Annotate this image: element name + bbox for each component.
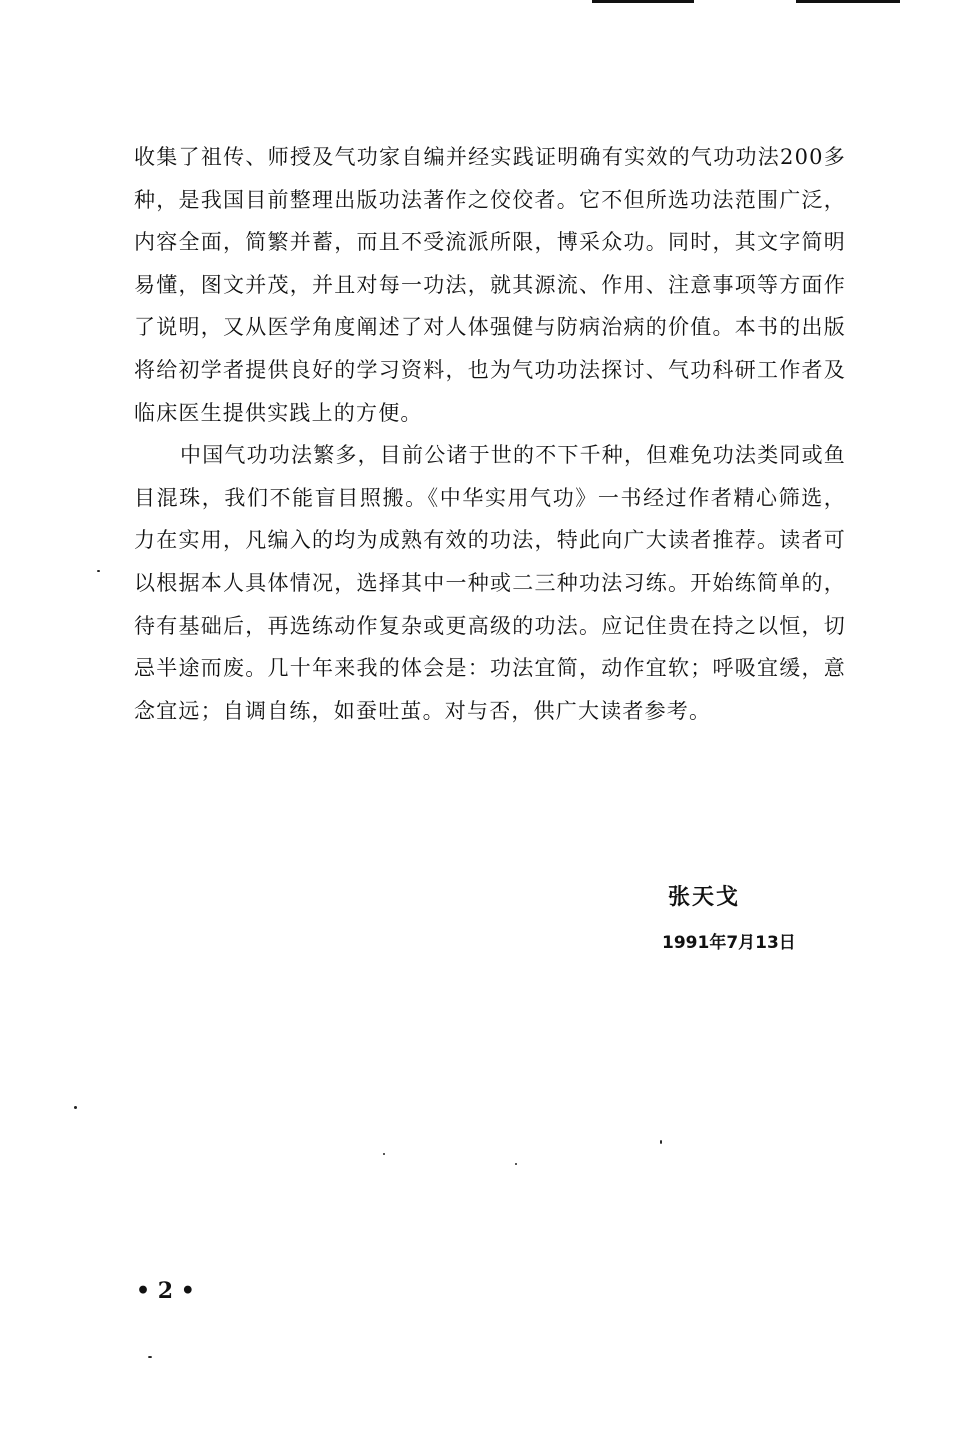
- scan-speck: [515, 1163, 517, 1165]
- author-signature: 张天戈: [668, 885, 741, 910]
- page-number: • 2 •: [136, 1278, 195, 1304]
- top-rule-right: [796, 0, 900, 3]
- scan-speck: [74, 1106, 77, 1109]
- top-rule-left: [592, 0, 694, 3]
- preface-body: [134, 136, 846, 732]
- paragraph-2: 中国气功功法繁多，目前公诸于世的不下千种，但难免功法类同或鱼目混珠，我们不能盲目照搬。《中华实用气功》一书经过作者精心筛选，力在实用，凡编入的均为成熟有效的功法，特此向广大读者推荐。读者可以根据本人具体情况，选择其中一种或二三种功法习练。开始练简单的，待有基础后，再选练动作复杂或更高级的功法。应记住贵在持之以恒，切忌半途而废。几十年来我的体会是：功法宜简，动作宜软；呼吸宜缓，意念宜远；自调自练，如蚕吐茧。对与否，供广大读者参考。: [134, 443, 846, 723]
- paragraph-1: 收集了祖传、师授及气功家自编并经实践证明确有实效的气功功法200多种，是我国目前整理出版功法著作之佼佼者。它不但所选功法范围广泛，内容全面，简繁并蓄，而且不受流派所限，博采众功。同时，其文字简明易懂，图文并茂，并且对每一功法，就其源流、作用、注意事项等方面作了说明，又从医学角度阐述了对人体强健与防病治病的价值。本书的出版将给初学者提供良好的学习资料，也为气功功法探讨、气功科研工作者及临床医生提供实践上的方便。: [134, 145, 846, 425]
- signature-date: 1991年7月13日: [662, 933, 796, 953]
- scan-speck: [383, 1153, 385, 1155]
- scan-speck: [148, 1356, 152, 1358]
- scan-speck: [660, 1140, 662, 1144]
- scan-speck: [97, 570, 100, 572]
